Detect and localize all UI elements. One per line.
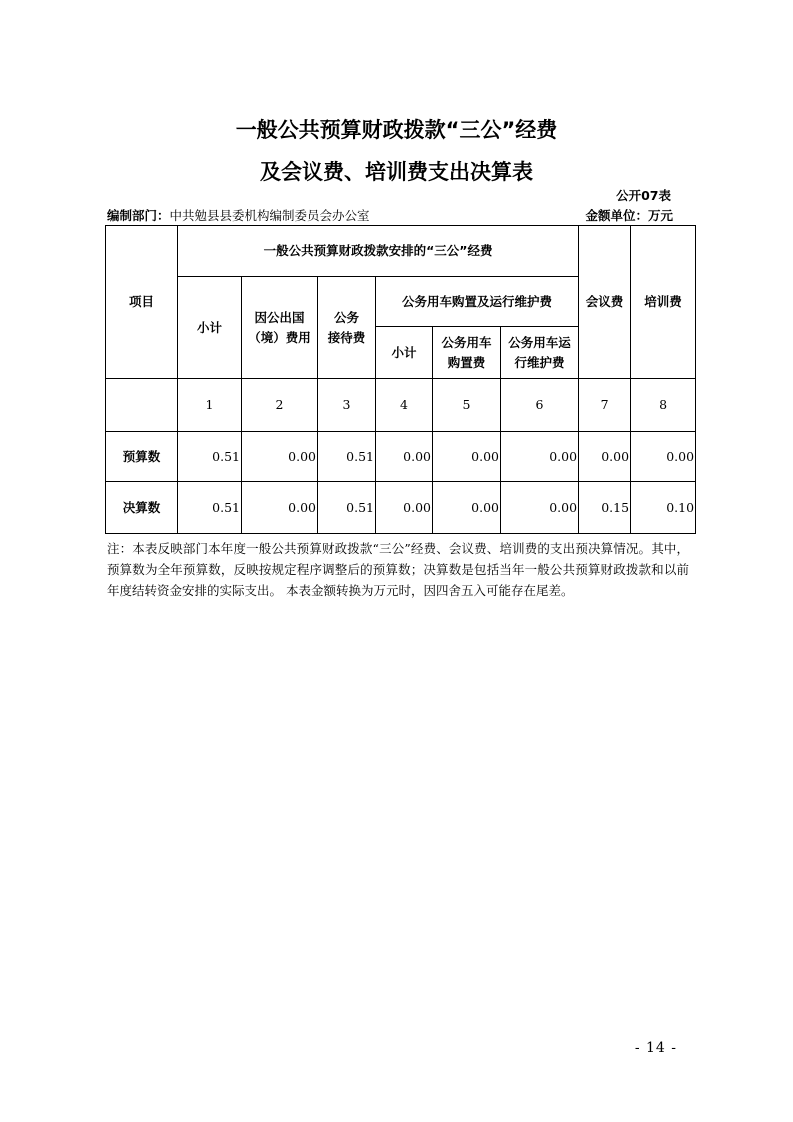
header-reception-line-1: 公务 [333,310,359,326]
value-cell: 0.00 [376,482,433,534]
index-cell: 2 [242,379,318,432]
header-reception-line-2: 接待费 [327,329,366,345]
table-meta [107,206,673,224]
header-training: 培训费 [631,226,696,379]
header-meeting: 会议费 [579,226,631,379]
index-cell: 4 [376,379,433,432]
header-abroad [242,277,318,379]
index-cell: 7 [579,379,631,432]
header-vehicle-subtotal: 小计 [376,327,433,379]
value-cell: 0.00 [376,432,433,482]
index-cell-blank [106,379,178,432]
value-cell: 0.00 [433,432,501,482]
table-row-final [106,482,696,534]
value-cell: 0.00 [501,432,579,482]
header-vehicle-purchase-line-1: 公务用车 [441,335,492,351]
page-number: - 14 - [634,1040,677,1056]
header-reception [318,277,376,379]
header-subtotal: 小计 [178,277,242,379]
index-cell: 8 [631,379,696,432]
title-line-1: 一般公共预算财政拨款“三公”经费 [235,118,558,142]
title-line-2: 及会议费、培训费支出决算表 [260,160,533,184]
value-cell: 0.51 [178,432,242,482]
header-abroad-line-1: 因公出国 [254,310,305,326]
value-cell: 0.51 [178,482,242,534]
table-row-budget [106,432,696,482]
value-cell: 0.00 [242,432,318,482]
index-cell: 6 [501,379,579,432]
header-vehicle-run [501,327,579,379]
index-cell: 5 [433,379,501,432]
row-label-budget: 预算数 [106,432,178,482]
value-cell: 0.00 [501,482,579,534]
header-vehicle-run-line-1: 公务用车运 [508,335,571,351]
value-cell: 0.00 [242,482,318,534]
header-vehicle-group: 公务用车购置及运行维护费 [376,277,579,327]
expense-table [105,225,696,534]
unit-label: 金额单位：万元 [585,208,673,223]
value-cell: 0.15 [579,482,631,534]
header-item: 项目 [106,226,178,379]
value-cell: 0.00 [579,432,631,482]
index-cell: 1 [178,379,242,432]
value-cell: 0.10 [631,482,696,534]
row-label-final: 决算数 [106,482,178,534]
value-cell: 0.51 [318,432,376,482]
value-cell: 0.00 [631,432,696,482]
index-row [106,379,696,432]
header-vehicle-purchase [433,327,501,379]
dept-label: 编制部门： [107,208,170,223]
value-cell: 0.00 [433,482,501,534]
value-cell: 0.51 [318,482,376,534]
dept-value: 中共勉县县委机构编制委员会办公室 [169,208,370,223]
header-vehicle-purchase-line-2: 购置费 [447,354,486,370]
table-note: 注：本表反映部门本年度一般公共预算财政拨款“三公”经费、会议费、培训费的支出预决算情况。其中，预算数为全年预算数，反映按规定程序调整后的预算数；决算数是包括当年一般公共预算财政拨款和以前年度结转资金安排的实际支出。 本表金额转换为万元时，因四舍五入可能存在尾差。 [107,541,689,598]
form-number: 公开07表 [616,188,671,203]
header-vehicle-run-line-2: 行维护费 [514,354,565,370]
header-abroad-line-2: （境）费用 [248,329,311,345]
header-three-public: 一般公共预算财政拨款安排的“三公”经费 [178,226,579,277]
index-cell: 3 [318,379,376,432]
